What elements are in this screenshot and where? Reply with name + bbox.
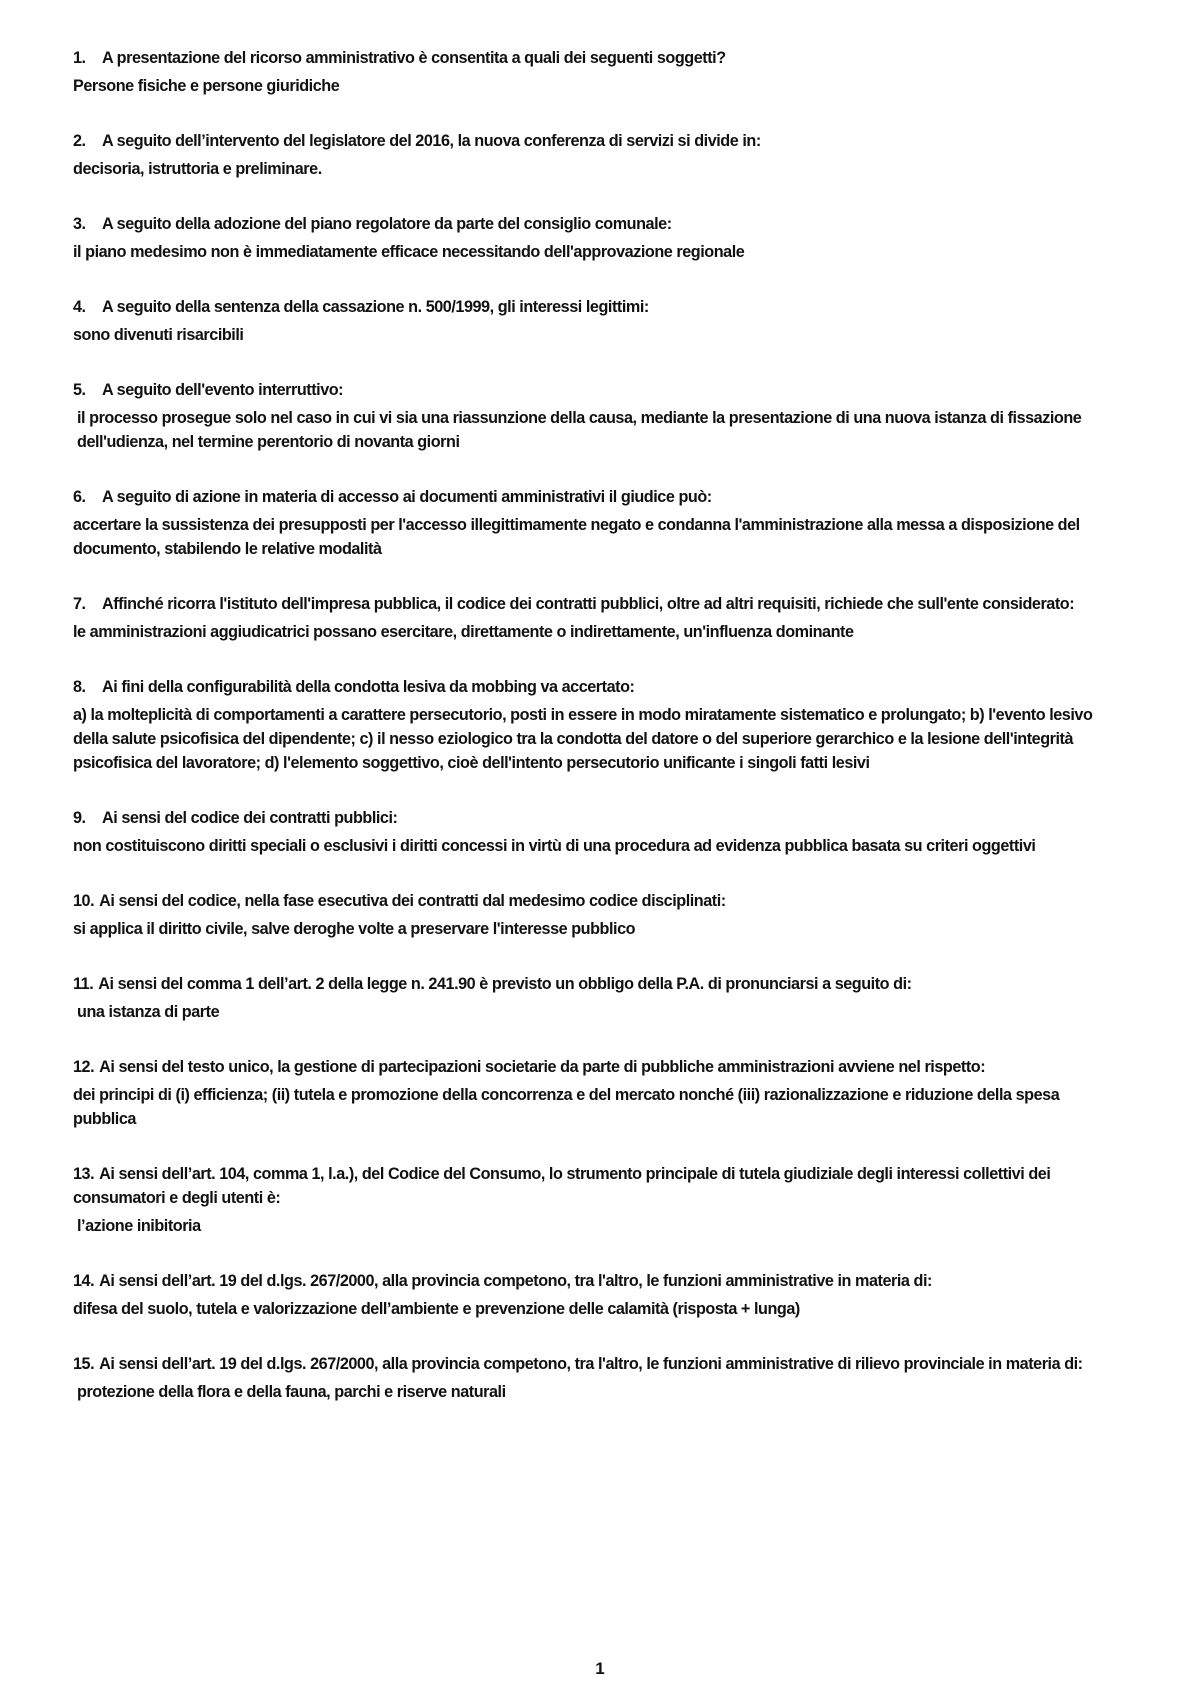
- question-number: 4.: [73, 298, 86, 316]
- question-text: Ai sensi dell’art. 19 del d.lgs. 267/2000, alla provincia competono, tra l'altro, le funzioni amministrative in materia di:: [99, 1272, 932, 1290]
- question-number: 11.: [73, 975, 94, 993]
- question-text: Ai sensi del codice, nella fase esecutiva dei contratti dal medesimo codice disciplinati:: [99, 892, 726, 910]
- answer-13: l’azione inibitoria: [77, 1217, 201, 1235]
- question-number: 2.: [73, 132, 86, 150]
- question-text: A seguito della adozione del piano regolatore da parte del consiglio comunale:: [102, 215, 672, 233]
- qa-item-12: [73, 1055, 1113, 1131]
- question-text: Ai fini della configurabilità della condotta lesiva da mobbing va accertato:: [102, 678, 635, 696]
- answer-3: il piano medesimo non è immediatamente efficace necessitando dell'approvazione regionale: [73, 243, 745, 261]
- question-3: [73, 212, 1113, 236]
- question-10: [73, 889, 1113, 913]
- question-9: [73, 806, 1113, 830]
- question-6: [73, 485, 1113, 509]
- question-number: 1.: [73, 49, 86, 67]
- qa-item-4: [73, 295, 1113, 347]
- question-13: [73, 1162, 1113, 1210]
- qa-item-2: [73, 129, 1113, 181]
- qa-item-11: [73, 972, 1113, 1024]
- question-number: 10.: [73, 892, 95, 910]
- answer-14: difesa del suolo, tutela e valorizzazione dell’ambiente e prevenzione delle calamità (risposta + lunga): [73, 1300, 800, 1318]
- answer-11: una istanza di parte: [77, 1003, 220, 1021]
- question-12: [73, 1055, 1113, 1079]
- qa-item-8: [73, 675, 1113, 775]
- question-number: 15.: [73, 1355, 95, 1373]
- question-text: Ai sensi del comma 1 dell’art. 2 della legge n. 241.90 è previsto un obbligo della P.A. di pronunciarsi a seguito di:: [98, 975, 912, 993]
- question-text: A seguito dell'evento interruttivo:: [102, 381, 344, 399]
- question-number: 3.: [73, 215, 86, 233]
- answer-15: protezione della flora e della fauna, parchi e riserve naturali: [77, 1383, 506, 1401]
- question-7: [73, 592, 1113, 616]
- answer-9: non costituiscono diritti speciali o esclusivi i diritti concessi in virtù di una procedura ad evidenza pubblica basata su criteri oggettivi: [73, 837, 1036, 855]
- question-5: [73, 378, 1113, 402]
- question-text: Ai sensi del codice dei contratti pubblici:: [102, 809, 398, 827]
- answer-1: Persone fisiche e persone giuridiche: [73, 77, 340, 95]
- answer-5: il processo prosegue solo nel caso in cui vi sia una riassunzione della causa, mediante la presentazione di una nuova istanza di fissazione dell'udienza, nel termine perentorio di novanta giorni: [77, 409, 1082, 451]
- qa-item-13: [73, 1162, 1113, 1238]
- question-text: Affinché ricorra l'istituto dell'impresa pubblica, il codice dei contratti pubblici, oltre ad altri requisiti, richiede che sull'ente considerato:: [102, 595, 1075, 613]
- question-15: [73, 1352, 1113, 1376]
- qa-item-6: [73, 485, 1113, 561]
- question-1: [73, 46, 1113, 70]
- qa-item-15: [73, 1352, 1113, 1404]
- question-text: Ai sensi dell’art. 19 del d.lgs. 267/2000, alla provincia competono, tra l'altro, le funzioni amministrative di rilievo provinciale in materia di:: [99, 1355, 1083, 1373]
- answer-4: sono divenuti risarcibili: [73, 326, 244, 344]
- page-number: 1: [595, 1659, 605, 1678]
- question-text: A seguito della sentenza della cassazione n. 500/1999, gli interessi legittimi:: [102, 298, 649, 316]
- answer-10: si applica il diritto civile, salve deroghe volte a preservare l'interesse pubblico: [73, 920, 636, 938]
- qa-item-10: [73, 889, 1113, 941]
- question-8: [73, 675, 1113, 699]
- question-4: [73, 295, 1113, 319]
- question-text: A seguito di azione in materia di accesso ai documenti amministrativi il giudice può:: [102, 488, 712, 506]
- question-number: 6.: [73, 488, 86, 506]
- question-text: Ai sensi dell’art. 104, comma 1, l.a.), del Codice del Consumo, lo strumento principale di tutela giudiziale degli interessi collettivi dei consumatori e degli utenti è:: [73, 1165, 1051, 1207]
- question-text: Ai sensi del testo unico, la gestione di partecipazioni societarie da parte di pubbliche amministrazioni avviene nel rispetto:: [99, 1058, 986, 1076]
- answer-6: accertare la sussistenza dei presupposti per l'accesso illegittimamente negato e condanna l'amministrazione alla messa a disposizione del documento, stabilendo le relative modalità: [73, 516, 1080, 558]
- question-number: 14.: [73, 1272, 95, 1290]
- qa-item-9: [73, 806, 1113, 858]
- question-text: A seguito dell’intervento del legislatore del 2016, la nuova conferenza di servizi si divide in:: [102, 132, 761, 150]
- qa-item-5: [73, 378, 1113, 454]
- question-14: [73, 1269, 1113, 1293]
- question-number: 9.: [73, 809, 86, 827]
- question-list: [73, 46, 1113, 1435]
- qa-item-14: [73, 1269, 1113, 1321]
- qa-item-3: [73, 212, 1113, 264]
- question-number: 13.: [73, 1165, 95, 1183]
- answer-7: le amministrazioni aggiudicatrici possano esercitare, direttamente o indirettamente, un'influenza dominante: [73, 623, 854, 641]
- question-11: [73, 972, 1113, 996]
- question-number: 8.: [73, 678, 86, 696]
- answer-12: dei principi di (i) efficienza; (ii) tutela e promozione della concorrenza e del mercato nonché (iii) razionalizzazione e riduzione della spesa pubblica: [73, 1086, 1060, 1128]
- question-number: 12.: [73, 1058, 95, 1076]
- question-2: [73, 129, 1113, 153]
- qa-item-7: [73, 592, 1113, 644]
- qa-item-1: [73, 46, 1113, 98]
- answer-2: decisoria, istruttoria e preliminare.: [73, 160, 322, 178]
- question-number: 5.: [73, 381, 86, 399]
- answer-8: a) la molteplicità di comportamenti a carattere persecutorio, posti in essere in modo miratamente sistematico e prolungato; b) l'evento lesivo della salute psicofisica del dipendente; c) il nesso eziologico tra la condotta del datore o del superiore gerarchico e la lesione dell'integrità psicofisica del lavoratore; d) l'elemento soggettivo, cioè dell'intento persecutorio unificante i singoli fatti lesivi: [73, 706, 1093, 772]
- question-text: A presentazione del ricorso amministrativo è consentita a quali dei seguenti soggetti?: [102, 49, 726, 67]
- question-number: 7.: [73, 595, 86, 613]
